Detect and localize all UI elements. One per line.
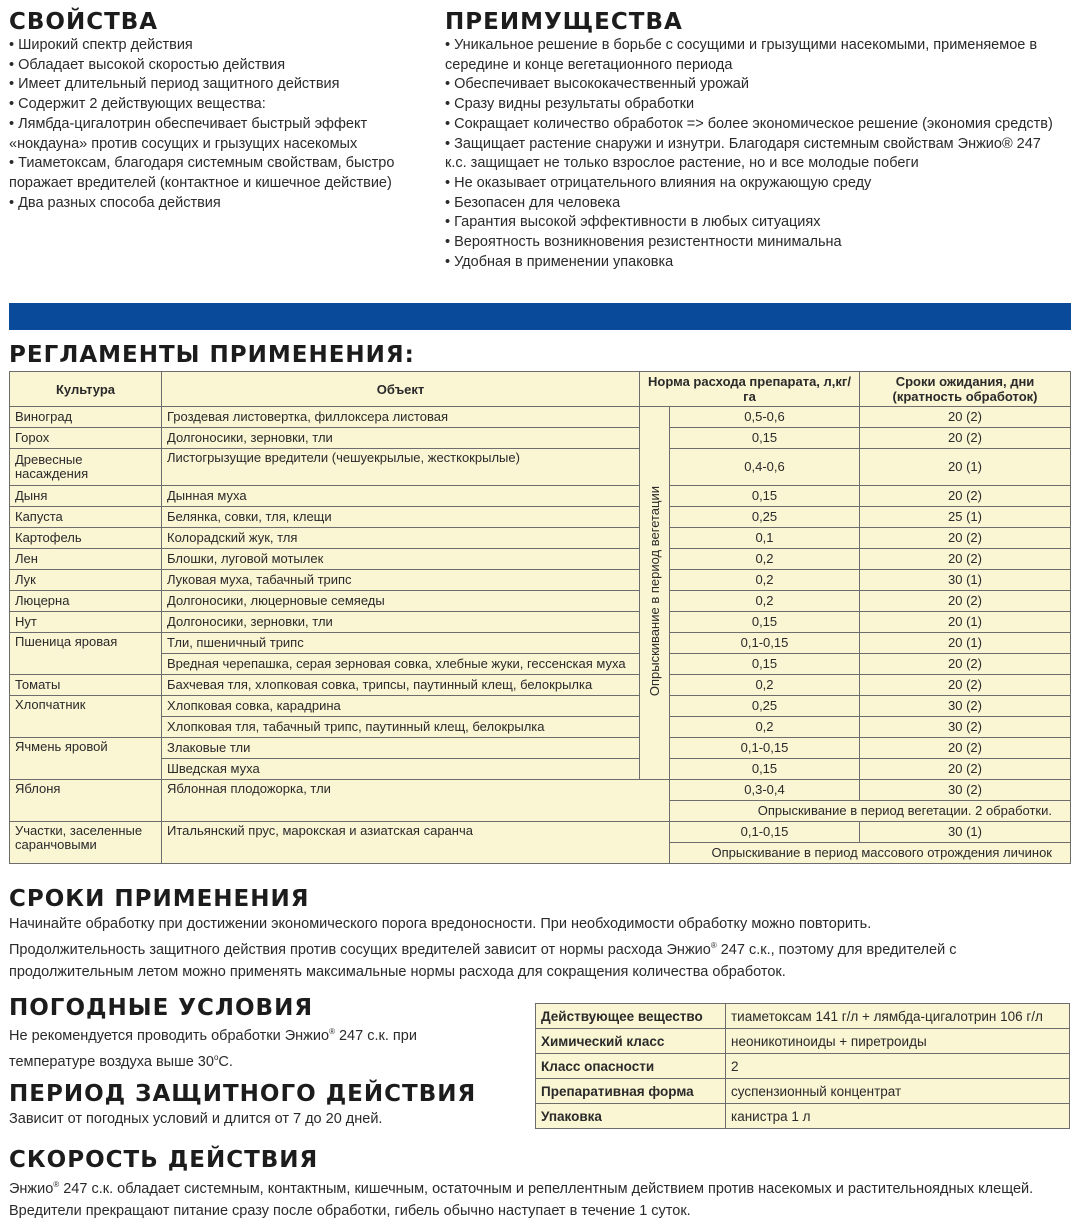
- list-item: • Содержит 2 действующих вещества:: [9, 96, 266, 113]
- wait-cell: 20 (2): [860, 675, 1071, 696]
- weather-title: ПОГОДНЫЕ УСЛОВИЯ: [9, 995, 314, 1021]
- rate-cell: 0,2: [670, 591, 860, 612]
- table-row: [10, 633, 1071, 654]
- info-value-cell: суспензионный концентрат: [726, 1079, 1070, 1104]
- table-row: [10, 780, 1071, 801]
- table-row: [10, 822, 1071, 843]
- info-key-cell: Класс опасности: [536, 1054, 726, 1079]
- object-cell: Белянка, совки, тля, клещи: [162, 507, 640, 528]
- timing-text: [9, 913, 1069, 983]
- protection-title: ПЕРИОД ЗАЩИТНОГО ДЕЙСТВИЯ: [9, 1081, 477, 1107]
- info-value-cell: канистра 1 л: [726, 1104, 1070, 1129]
- table-row: [536, 1104, 1070, 1129]
- table-row: [10, 428, 1071, 449]
- object-cell: Шведская муха: [162, 759, 640, 780]
- table-row: [10, 612, 1071, 633]
- object-cell: Итальянский прус, марокская и азиатская саранча: [162, 822, 670, 864]
- table-row: [536, 1054, 1070, 1079]
- table-row: [10, 654, 1071, 675]
- table-row: [10, 507, 1071, 528]
- rate-cell: 0,15: [670, 486, 860, 507]
- properties-list: [9, 36, 429, 213]
- list-item: • Обеспечивает высококачественный урожай: [445, 76, 749, 93]
- advantages-list: [445, 36, 1060, 272]
- crop-cell: Томаты: [10, 675, 162, 696]
- object-cell: Дынная муха: [162, 486, 640, 507]
- crop-cell: Пшеница яровая: [10, 633, 162, 675]
- object-cell: Листогрызущие вредители (чешуекрылые, жесткокрылые): [162, 449, 640, 486]
- wait-cell: 20 (2): [860, 654, 1071, 675]
- rate-cell: 0,5-0,6: [670, 407, 860, 428]
- header-object: Объект: [162, 372, 640, 407]
- object-cell: Долгоносики, зерновки, тли: [162, 428, 640, 449]
- object-cell: Вредная черепашка, серая зерновая совка, хлебные жуки, гессенская муха: [162, 654, 640, 675]
- crop-cell: Картофель: [10, 528, 162, 549]
- crop-cell: Люцерна: [10, 591, 162, 612]
- crop-cell: Участки, заселенные саранчовыми: [10, 822, 162, 864]
- wait-cell: 30 (2): [860, 717, 1071, 738]
- rate-cell: 0,1-0,15: [670, 633, 860, 654]
- list-item: • Гарантия высокой эффективности в любых ситуациях: [445, 214, 821, 231]
- table-row: [536, 1079, 1070, 1104]
- rate-cell: 0,25: [670, 696, 860, 717]
- weather-text: Не рекомендуется проводить обработки Энжио® 247 с.к. при температуре воздуха выше $30^оС$.: [9, 1027, 417, 1070]
- crop-cell: Яблоня: [10, 780, 162, 822]
- crop-cell: Хлопчатник: [10, 696, 162, 738]
- wait-cell: 20 (1): [860, 612, 1071, 633]
- wait-cell: 25 (1): [860, 507, 1071, 528]
- regulations-title: РЕГЛАМЕНТЫ ПРИМЕНЕНИЯ:: [9, 342, 415, 368]
- crop-cell: Ячмень яровой: [10, 738, 162, 780]
- wait-cell: 20 (2): [860, 428, 1071, 449]
- object-cell: Долгоносики, зерновки, тли: [162, 612, 640, 633]
- wait-cell: 20 (2): [860, 486, 1071, 507]
- list-item: • Обладает высокой скоростью действия: [9, 56, 286, 73]
- object-cell: Колорадский жук, тля: [162, 528, 640, 549]
- list-item: • Не оказывает отрицательного влияния на окружающую среду: [445, 174, 872, 191]
- properties-title: СВОЙСТВА: [9, 9, 159, 35]
- method-vertical-label: Опрыскивание в период вегетации: [646, 486, 662, 697]
- info-key-cell: Химический класс: [536, 1029, 726, 1054]
- wait-cell: 20 (2): [860, 759, 1071, 780]
- list-item: • Имеет длительный период защитного действия: [9, 76, 340, 93]
- wait-cell: 30 (1): [860, 822, 1071, 843]
- info-key-cell: Препаративная форма: [536, 1079, 726, 1104]
- table-row: [10, 696, 1071, 717]
- table-row: [10, 591, 1071, 612]
- list-item: • Вероятность возникновения резистентности минимальна: [445, 234, 842, 251]
- regulations-table: [9, 371, 1071, 864]
- rate-cell: 0,15: [670, 759, 860, 780]
- table-row: [10, 449, 1071, 486]
- object-cell: Блошки, луговой мотылек: [162, 549, 640, 570]
- speed-title: СКОРОСТЬ ДЕЙСТВИЯ: [9, 1147, 319, 1173]
- rate-cell: 0,15: [670, 612, 860, 633]
- object-cell: Гроздевая листовертка, филлоксера листовая: [162, 407, 640, 428]
- wait-cell: 20 (2): [860, 591, 1071, 612]
- speed-text: Энжио® 247 с.к. обладает системным, контактным, кишечным, остаточным и репеллентным действием против насекомых и растительноядных клещей. Вредители прекращают питание сразу после обработки, гибель обычно наступает в течение 1 суток.: [9, 1180, 1034, 1219]
- list-item: • Тиаметоксам, благодаря системным свойствам, быстро поражает вредителей (контактное и кишечное действие): [9, 155, 395, 191]
- table-row: [10, 759, 1071, 780]
- crop-cell: Древесные насаждения: [10, 449, 162, 486]
- list-item: • Защищает растение снаружи и изнутри. Благодаря системным свойствам Энжио® 247 к.с. защищает не только взрослое растение, но и все молодые побеги: [445, 135, 1041, 172]
- crop-cell: Капуста: [10, 507, 162, 528]
- list-item: • Удобная в применении упаковка: [445, 253, 674, 270]
- table-row: [10, 407, 1071, 428]
- header-wait: Сроки ожидания, дни (кратность обработок): [860, 372, 1071, 407]
- wait-cell: 30 (2): [860, 780, 1071, 801]
- info-key-cell: Упаковка: [536, 1104, 726, 1129]
- table-header-row: [10, 372, 1071, 407]
- object-cell: Долгоносики, люцерновые семяеды: [162, 591, 640, 612]
- rate-cell: 0,4-0,6: [670, 449, 860, 486]
- list-item: • Широкий спектр действия: [9, 37, 193, 53]
- timing-title: СРОКИ ПРИМЕНЕНИЯ: [9, 886, 310, 912]
- info-value-cell: тиаметоксам 141 г/л + лямбда-цигалотрин 106 г/л: [726, 1004, 1070, 1029]
- list-item: • Два разных способа действия: [9, 194, 221, 211]
- rate-cell: 0,2: [670, 717, 860, 738]
- table-row: [10, 717, 1071, 738]
- table-row: [10, 486, 1071, 507]
- rate-cell: 0,2: [670, 675, 860, 696]
- table-row: [10, 570, 1071, 591]
- list-item: • Сокращает количество обработок => более экономическое решение (экономия средств): [445, 115, 1053, 132]
- object-cell: Хлопковая совка, карадрина: [162, 696, 640, 717]
- wait-cell: 30 (1): [860, 570, 1071, 591]
- list-item: • Уникальное решение в борьбе с сосущими и грызущими насекомыми, применяемое в середине и конце вегетационного периода: [445, 37, 1038, 73]
- rate-cell: 0,3-0,4: [670, 780, 860, 801]
- object-cell: Яблонная плодожорка, тли: [162, 780, 670, 822]
- object-cell: Хлопковая тля, табачный трипс, паутинный клещ, белокрылка: [162, 717, 640, 738]
- crop-cell: Дыня: [10, 486, 162, 507]
- object-cell: Бахчевая тля, хлопковая совка, трипсы, паутинный клещ, белокрылка: [162, 675, 640, 696]
- wait-cell: 20 (2): [860, 549, 1071, 570]
- wait-cell: 30 (2): [860, 696, 1071, 717]
- rate-cell: 0,1-0,15: [670, 822, 860, 843]
- rate-cell: 0,2: [670, 549, 860, 570]
- info-value-cell: неоникотиноиды + пиретроиды: [726, 1029, 1070, 1054]
- crop-cell: Виноград: [10, 407, 162, 428]
- method-note-cell: Опрыскивание в период вегетации. 2 обработки.: [670, 801, 1071, 822]
- header-crop: Культура: [10, 372, 162, 407]
- table-row: [10, 675, 1071, 696]
- info-value-cell: 2: [726, 1054, 1070, 1079]
- wait-cell: 20 (2): [860, 407, 1071, 428]
- product-info-table: [535, 1003, 1070, 1129]
- method-vertical-cell: [640, 407, 670, 780]
- table-row: [536, 1029, 1070, 1054]
- crop-cell: Лен: [10, 549, 162, 570]
- timing-paragraph-2: Продолжительность защитного действия против сосущих вредителей зависит от нормы расхода Энжио® 247 с.к., поэтому для вредителей с продолжительным летом можно применять максимальные нормы расхода для сокращения количества обработок.: [9, 941, 957, 980]
- header-rate: Норма расхода препарата, л,кг/га: [640, 372, 860, 407]
- table-row: [10, 738, 1071, 759]
- object-cell: Тли, пшеничный трипс: [162, 633, 640, 654]
- blue-divider-bar: [9, 303, 1071, 330]
- table-row: [10, 528, 1071, 549]
- table-row: [10, 549, 1071, 570]
- rate-cell: 0,1-0,15: [670, 738, 860, 759]
- info-key-cell: Действующее вещество: [536, 1004, 726, 1029]
- rate-cell: 0,15: [670, 654, 860, 675]
- wait-cell: 20 (1): [860, 449, 1071, 486]
- timing-paragraph-1: Начинайте обработку при достижении экономического порога вредоносности. При необходимости обработку можно повторить.: [9, 916, 872, 932]
- advantages-title: ПРЕИМУЩЕСТВА: [445, 9, 683, 35]
- method-note-cell: Опрыскивание в период массового отрождения личинок: [670, 843, 1071, 864]
- crop-cell: Горох: [10, 428, 162, 449]
- rate-cell: 0,2: [670, 570, 860, 591]
- crop-cell: Нут: [10, 612, 162, 633]
- list-item: • Лямбда-цигалотрин обеспечивает быстрый эффект «нокдауна» против сосущих и грызущих насекомых: [9, 115, 368, 152]
- table-row: [536, 1004, 1070, 1029]
- protection-text: Зависит от погодных условий и длится от 7 до 20 дней.: [9, 1111, 383, 1127]
- rate-cell: 0,1: [670, 528, 860, 549]
- wait-cell: 20 (1): [860, 633, 1071, 654]
- rate-cell: 0,15: [670, 428, 860, 449]
- wait-cell: 20 (2): [860, 528, 1071, 549]
- list-item: • Сразу видны результаты обработки: [445, 96, 695, 113]
- object-cell: Луковая муха, табачный трипс: [162, 570, 640, 591]
- rate-cell: 0,25: [670, 507, 860, 528]
- list-item: • Безопасен для человека: [445, 194, 621, 211]
- wait-cell: 20 (2): [860, 738, 1071, 759]
- object-cell: Злаковые тли: [162, 738, 640, 759]
- crop-cell: Лук: [10, 570, 162, 591]
